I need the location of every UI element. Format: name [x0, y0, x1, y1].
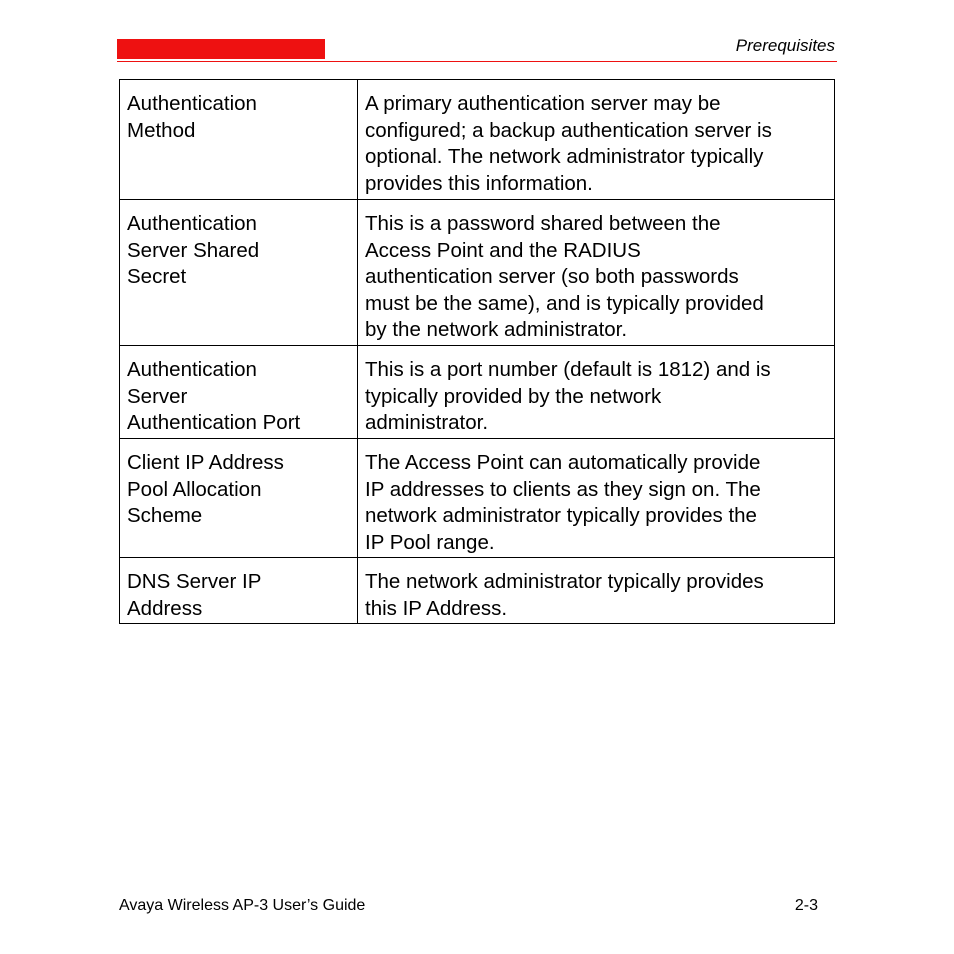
footer-page-number: 2-3: [794, 897, 818, 914]
description-line: authentication server (so both passwords: [365, 265, 739, 289]
description-cell: [358, 80, 835, 200]
table-row: [120, 558, 835, 624]
description-line: provides this information.: [365, 171, 593, 195]
header-accent-bar: [117, 39, 325, 59]
description-line: The network administrator typically provides: [365, 570, 764, 593]
description-line: The Access Point can automatically provide: [365, 451, 761, 474]
description-cell: [358, 200, 835, 346]
term-cell: [120, 558, 358, 624]
table-row: [120, 346, 835, 439]
description-cell: [358, 439, 835, 558]
description-line: IP addresses to clients as they sign on. The: [365, 477, 761, 501]
term-line: Secret: [127, 265, 187, 289]
description-line: network administrator typically provides the: [365, 504, 757, 528]
description-line: Access Point and the RADIUS: [365, 238, 641, 262]
prerequisites-table: [119, 79, 835, 624]
description-line: this IP Address.: [365, 596, 508, 620]
term-line: Authentication: [127, 358, 257, 381]
footer-guide-title: Avaya Wireless AP-3 User’s Guide: [119, 897, 366, 914]
table-row: [120, 80, 835, 200]
term-line: Authentication: [127, 92, 257, 115]
description-line: must be the same), and is typically provided: [365, 291, 764, 315]
description-line: IP Pool range.: [365, 530, 495, 554]
description-line: optional. The network administrator typically: [365, 145, 764, 169]
section-title: Prerequisites: [735, 36, 835, 55]
description-line: typically provided by the network: [365, 384, 662, 408]
term-line: Address: [127, 596, 203, 620]
description-cell: [358, 346, 835, 439]
term-line: Scheme: [127, 504, 203, 528]
header-rule: [117, 61, 837, 62]
description-line: by the network administrator.: [365, 318, 628, 342]
term-line: Authentication Port: [127, 411, 301, 435]
description-line: This is a port number (default is 1812) and is: [365, 358, 771, 381]
description-line: configured; a backup authentication server is: [365, 118, 772, 142]
term-line: Authentication: [127, 212, 257, 235]
description-line: administrator.: [365, 411, 489, 435]
description-line: This is a password shared between the: [365, 212, 721, 235]
table-row: [120, 200, 835, 346]
term-line: Server Shared: [127, 238, 260, 262]
term-cell: [120, 80, 358, 200]
description-line: A primary authentication server may be: [365, 92, 721, 115]
description-cell: [358, 558, 835, 624]
term-line: Pool Allocation: [127, 477, 262, 501]
term-line: Client IP Address: [127, 451, 284, 474]
term-cell: [120, 200, 358, 346]
table-row: [120, 439, 835, 558]
term-cell: [120, 439, 358, 558]
term-cell: [120, 346, 358, 439]
term-line: Method: [127, 118, 196, 142]
term-line: DNS Server IP: [127, 570, 262, 593]
term-line: Server: [127, 384, 188, 408]
